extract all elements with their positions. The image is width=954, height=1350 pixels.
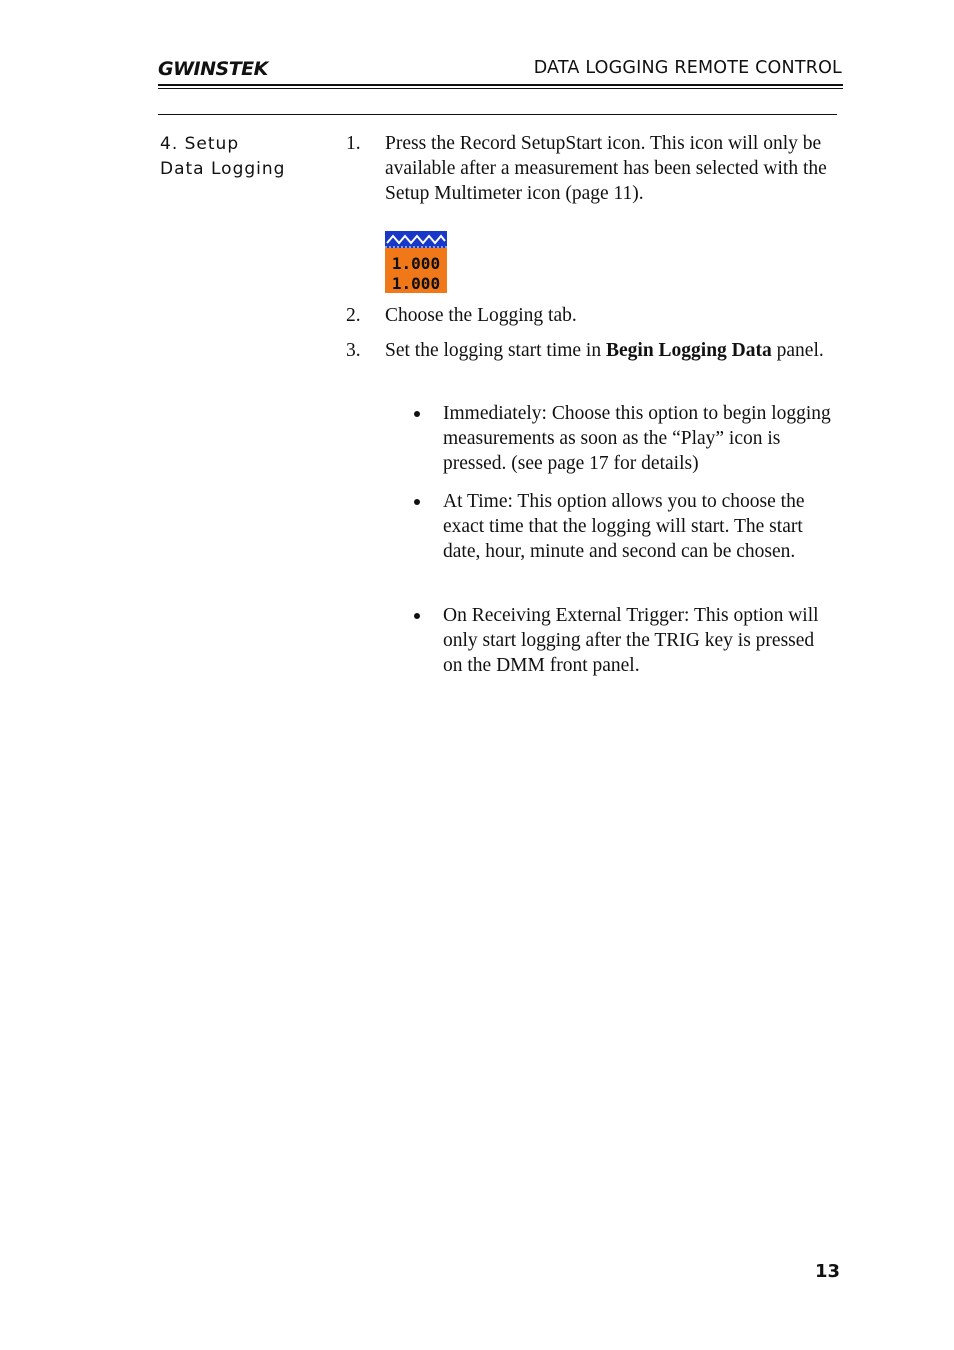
side-heading-line1: 4. Setup: [160, 134, 240, 154]
bullet-text: Immediately: Choose this option to begin logging measurements as soon as the “Play” icon is pressed. (see page 17 for details): [443, 403, 831, 474]
step-text: Choose the Logging tab.: [385, 305, 577, 326]
step-number: 1.: [346, 133, 361, 154]
step-text-start: Set the logging start time in: [385, 340, 606, 361]
bullet-text: At Time: This option allows you to choose the exact time that the logging will start. The start date, hour, minute and second can be chosen.: [443, 491, 805, 562]
section-divider: [158, 114, 837, 115]
step-text-end: panel.: [771, 340, 824, 361]
section-title: DATA LOGGING REMOTE CONTROL: [533, 58, 842, 78]
page-number: 13: [814, 1261, 840, 1282]
side-heading: [160, 132, 285, 182]
step-number: 2.: [346, 305, 361, 326]
header-rule-thick: [158, 84, 843, 86]
bullet-dot: [414, 411, 420, 417]
step-text: Press the Record SetupStart icon. This icon will only be available after a measurement has been selected with the Setup Multimeter icon (page 11).: [385, 133, 827, 204]
panel-name: Begin Logging Data: [605, 340, 772, 361]
icon-readout-2: 1.000: [391, 274, 441, 293]
icon-readout-1: 1.000: [391, 254, 441, 273]
bullet-dot: [414, 499, 420, 505]
brand-logo: GWINSTEK: [158, 58, 268, 80]
step-text: [385, 338, 835, 363]
bullet-dot: [414, 613, 420, 619]
header-rule-thin: [158, 88, 843, 89]
record-setup-start-icon: [385, 231, 447, 293]
step-number: 3.: [346, 340, 361, 361]
side-heading-line2: Data Logging: [160, 159, 286, 179]
bullet-text: On Receiving External Trigger: This option will only start logging after the TRIG key is pressed on the DMM front panel.: [443, 605, 819, 676]
